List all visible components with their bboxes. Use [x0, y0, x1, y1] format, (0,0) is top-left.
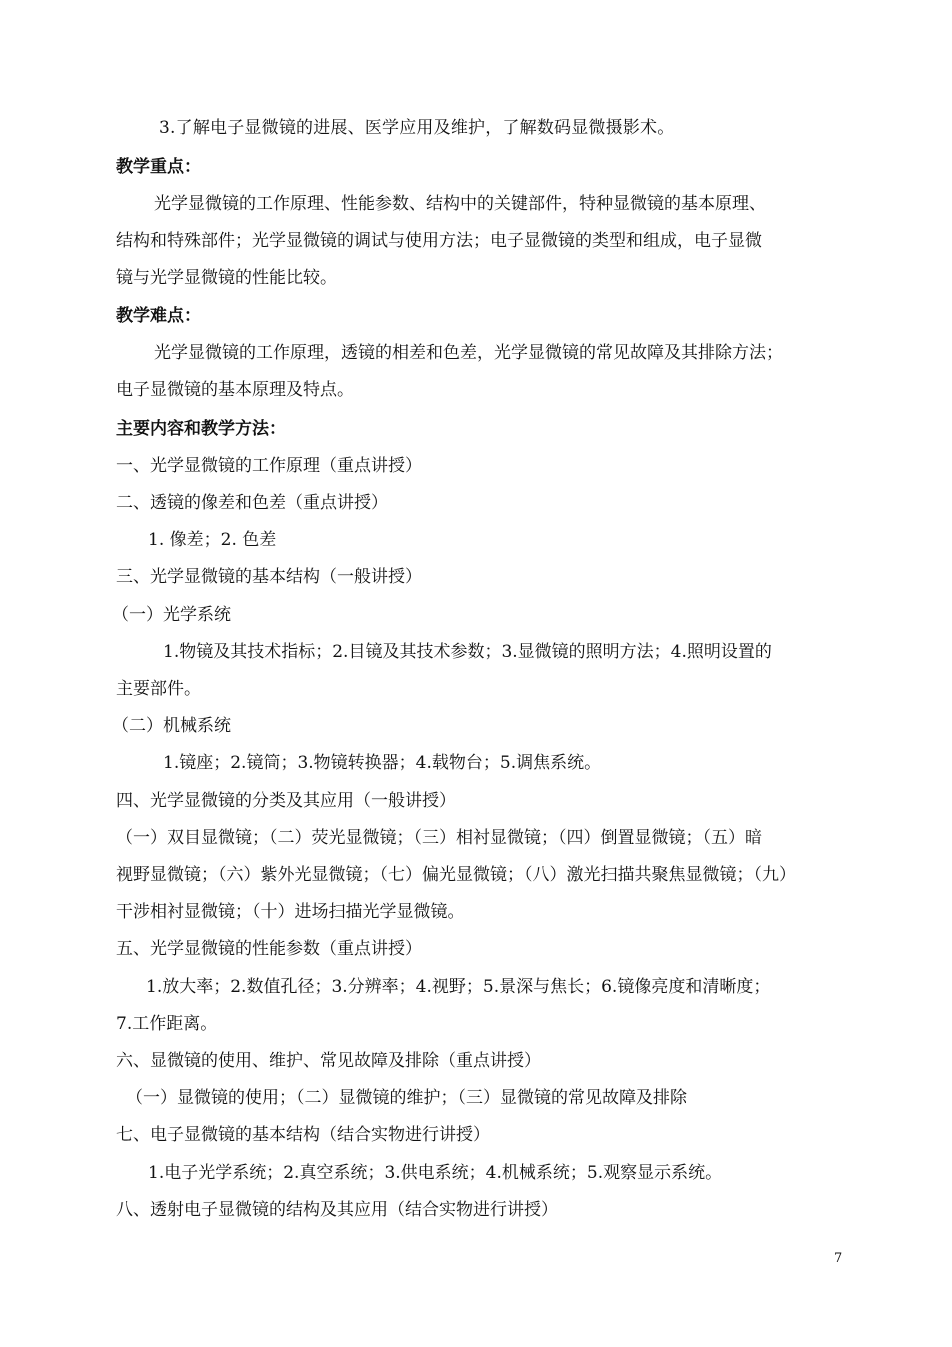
difficulties-paragraph-line-1: 光学显微镜的工作原理，透镜的相差和色差，光学显微镜的常见故障及其排除方法； — [154, 343, 783, 363]
key-points-paragraph-line-1: 光学显微镜的工作原理、性能参数、结构中的关键部件，特种显微镜的基本原理、 — [154, 194, 766, 214]
performance-parameters-line-2: 7.工作距离。 — [116, 1014, 218, 1034]
section-heading-content-methods: 主要内容和教学方法： — [116, 419, 286, 439]
outline-item-2: 二、透镜的像差和色差（重点讲授） — [116, 493, 388, 513]
performance-parameters-line-1: 1.放大率；2.数值孔径；3.分辨率；4.视野；5.景深与焦长；6.镜像亮度和清晰度； — [146, 977, 771, 997]
outline-item-3-subsection-1: （一）光学系统 — [112, 605, 231, 625]
microscope-types-line-3: 干涉相衬显微镜；（十）进场扫描光学显微镜。 — [116, 902, 465, 922]
optical-system-subitems-line-2: 主要部件。 — [116, 679, 201, 699]
difficulties-paragraph-line-2: 电子显微镜的基本原理及特点。 — [116, 380, 354, 400]
microscope-types-line-1: （一）双目显微镜；（二）荧光显微镜；（三）相衬显微镜；（四）倒置显微镜；（五）暗 — [116, 828, 762, 848]
outline-item-2-subitems: 1. 像差；2. 色差 — [148, 530, 277, 550]
outline-item-3-subsection-2: （二）机械系统 — [112, 716, 231, 736]
outline-item-6: 六、显微镜的使用、维护、常见故障及排除（重点讲授） — [116, 1051, 541, 1071]
page-number: 7 — [834, 1251, 843, 1266]
outline-item-4: 四、光学显微镜的分类及其应用（一般讲授） — [116, 791, 456, 811]
key-points-paragraph-line-3: 镜与光学显微镜的性能比较。 — [116, 268, 337, 288]
electron-microscope-structure-subitems: 1.电子光学系统；2.真空系统；3.供电系统；4.机械系统；5.观察显示系统。 — [148, 1163, 723, 1183]
optical-system-subitems-line-1: 1.物镜及其技术指标；2.目镜及其技术参数；3.显微镜的照明方法；4.照明设置的 — [163, 642, 772, 662]
mechanical-system-subitems: 1.镜座；2.镜筒；3.物镜转换器；4.载物台；5.调焦系统。 — [163, 753, 602, 773]
objective-3-text: 3.了解电子显微镜的进展、医学应用及维护，了解数码显微摄影术。 — [159, 118, 675, 138]
outline-item-8: 八、透射电子显微镜的结构及其应用（结合实物进行讲授） — [116, 1200, 558, 1220]
section-heading-difficulties: 教学难点： — [116, 306, 201, 326]
microscope-use-maintenance-subitems: （一）显微镜的使用；（二）显微镜的维护；（三）显微镜的常见故障及排除 — [126, 1088, 687, 1108]
section-heading-key-points: 教学重点： — [116, 157, 201, 177]
microscope-types-line-2: 视野显微镜；（六）紫外光显微镜；（七）偏光显微镜；（八）激光扫描共聚焦显微镜；（九） — [116, 865, 796, 885]
outline-item-5: 五、光学显微镜的性能参数（重点讲授） — [116, 939, 422, 959]
key-points-paragraph-line-2: 结构和特殊部件；光学显微镜的调试与使用方法；电子显微镜的类型和组成，电子显微 — [116, 231, 762, 251]
outline-item-3: 三、光学显微镜的基本结构（一般讲授） — [116, 567, 422, 587]
outline-item-1: 一、光学显微镜的工作原理（重点讲授） — [116, 456, 422, 476]
outline-item-7: 七、电子显微镜的基本结构（结合实物进行讲授） — [116, 1125, 490, 1145]
